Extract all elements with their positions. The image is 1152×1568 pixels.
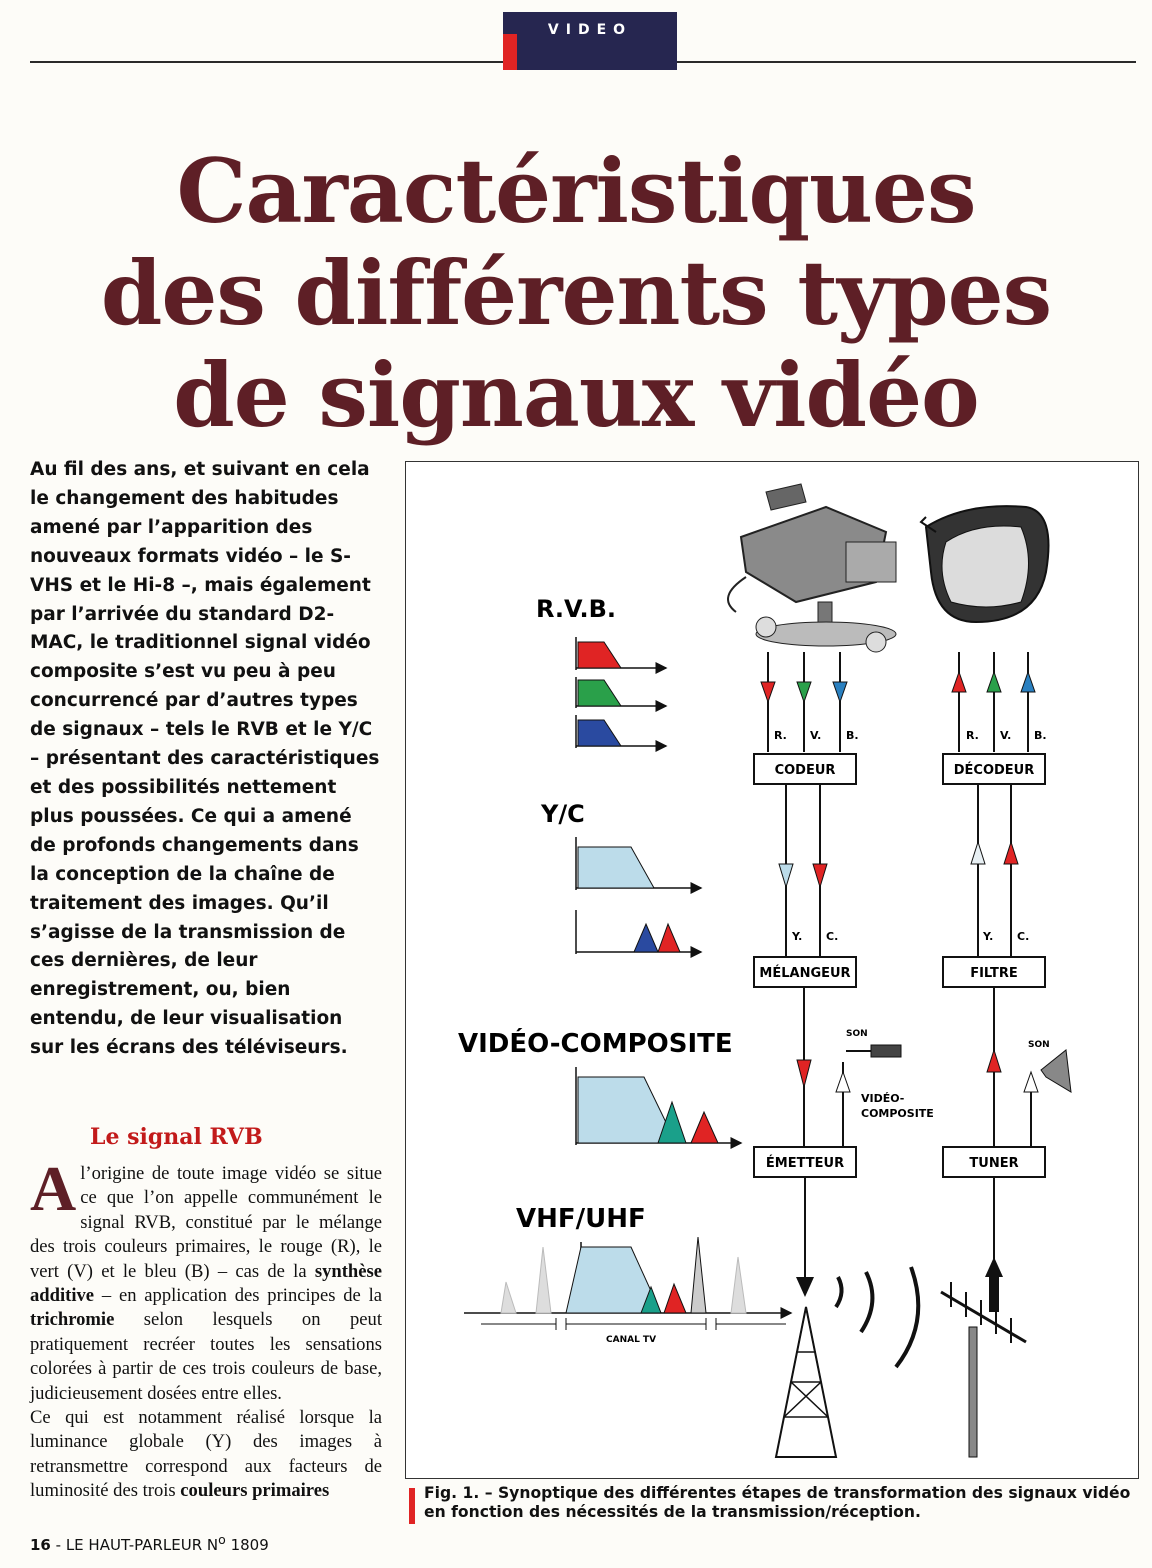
title-line-2: des différents types [100, 241, 1052, 345]
transmitter-tower-icon [776, 1307, 836, 1457]
section-heading: Le signal RVB [90, 1124, 263, 1150]
caption-marker [409, 1488, 415, 1524]
synoptic-diagram [406, 462, 1138, 1478]
yc-plots [576, 837, 701, 954]
paragraph-1: Al’origine de toute image vidéo se situe ce que l’on appelle communément le signal RVB, constitué par le mélange des trois couleurs primaires, le rouge (R), le vert (V) et le bleu (B) – cas de la synthèse additive – en application des principes de la trichromie selon lesquels on peut pratiquement recréer toutes les sensations colorées à partir de ces trois couleurs de base, judicieusement dosées entre elles. [30, 1153, 382, 1404]
svg-text:V.: V. [1000, 729, 1012, 742]
section-label: VIDEO [547, 22, 633, 38]
svg-text:ÉMETTEUR: ÉMETTEUR [765, 1156, 845, 1171]
svg-text:COMPOSITE: COMPOSITE [861, 1107, 934, 1120]
label-yc: Y/C [541, 800, 585, 828]
label-canal: CANAL TV [606, 1335, 657, 1345]
drop-cap: A [30, 1153, 77, 1224]
svg-text:B.: B. [1034, 729, 1047, 742]
figure-1 [405, 461, 1139, 1479]
svg-text:C.: C. [826, 930, 839, 943]
composite-arrows-left [797, 987, 934, 1147]
title-line-3: de signaux vidéo [173, 343, 979, 447]
section-tab [503, 12, 677, 70]
svg-text:Y.: Y. [983, 930, 994, 943]
svg-text:TUNER: TUNER [969, 1156, 1019, 1171]
intro-paragraph: Au fil des ans, et suivant en cela le changement des habitudes amené par l’apparition des nouveaux formats vidéo – le S-VHS et le Hi-8 –, mais également par l’arrivée du standard D2-MAC, le traditionnel signal vidéo composite s’est vu peu à peu concurrencé par d’autres types de signaux – tels le RVB et le Y/C – présentant des caractéristiques et des possibilités nettement plus poussées. Ce qui a amené de profonds changements dans la conception de la chaîne de traitement des images. Qu’il s’agisse de la transmission de ces dernières, de leur enregistrement, ou, bien entendu, de leur visualisation sur les écrans des téléviseurs. [30, 459, 380, 1059]
svg-text:Y.: Y. [792, 930, 803, 943]
figure-caption: Fig. 1. – Synoptique des différentes étapes de transformation des signaux vidéo en fonction des nécessités de la transmission/réception. [424, 1484, 1131, 1521]
yc-arrows-right [971, 784, 1029, 956]
block-decodeur [943, 754, 1045, 784]
block-melangeur [754, 957, 856, 987]
svg-text:V.: V. [810, 729, 822, 742]
composite-plot [576, 1067, 741, 1145]
svg-text:DÉCODEUR: DÉCODEUR [953, 763, 1035, 778]
section-tab-marker [503, 34, 517, 70]
microphone-icon [846, 1045, 901, 1057]
composite-arrows-right [987, 987, 1071, 1147]
svg-text:MÉLANGEUR: MÉLANGEUR [759, 966, 851, 981]
label-rvb: R.V.B. [536, 595, 617, 623]
label-composite: VIDÉO-COMPOSITE [458, 1029, 733, 1059]
svg-text:R.: R. [966, 729, 979, 742]
vhfuhf-plot [464, 612, 791, 1345]
receiving-antenna-icon [941, 1282, 1026, 1457]
tv-tube-icon [921, 506, 1049, 622]
page-footer: 16 - LE HAUT-PARLEUR $N^o$ 1809 [30, 1532, 269, 1554]
radio-waves [836, 1267, 918, 1367]
block-filtre [943, 957, 1045, 987]
svg-text:B.: B. [846, 729, 859, 742]
decodeur-output-arrows [952, 652, 1047, 752]
camera-icon [728, 484, 896, 652]
svg-text:SON: SON [1028, 1040, 1050, 1050]
svg-text:FILTRE: FILTRE [970, 966, 1018, 981]
svg-text:CODEUR: CODEUR [774, 763, 836, 778]
svg-text:VIDÉO-: VIDÉO- [861, 1092, 905, 1105]
codeur-input-arrows [761, 652, 859, 752]
article-title [0, 140, 1152, 446]
block-emetteur [754, 1147, 856, 1177]
loudspeaker-icon [1041, 1050, 1071, 1092]
body-text [30, 1153, 382, 1504]
yc-arrows-left [779, 784, 838, 956]
svg-text:SON: SON [846, 1029, 868, 1039]
label-vhfuhf: VHF/UHF [516, 1204, 646, 1234]
title-line-1: Caractéristiques [176, 139, 976, 243]
paragraph-2: Ce qui est notamment réalisé lorsque la luminance globale (Y) des images à retransmettre correspond aux facteurs de luminosité des trois couleurs primaires [30, 1407, 382, 1502]
rf-arrows [796, 1177, 1003, 1312]
svg-text:C.: C. [1017, 930, 1030, 943]
rvb-plots [576, 637, 666, 748]
svg-text:R.: R. [774, 729, 787, 742]
block-codeur [754, 754, 856, 784]
block-tuner [943, 1147, 1045, 1177]
